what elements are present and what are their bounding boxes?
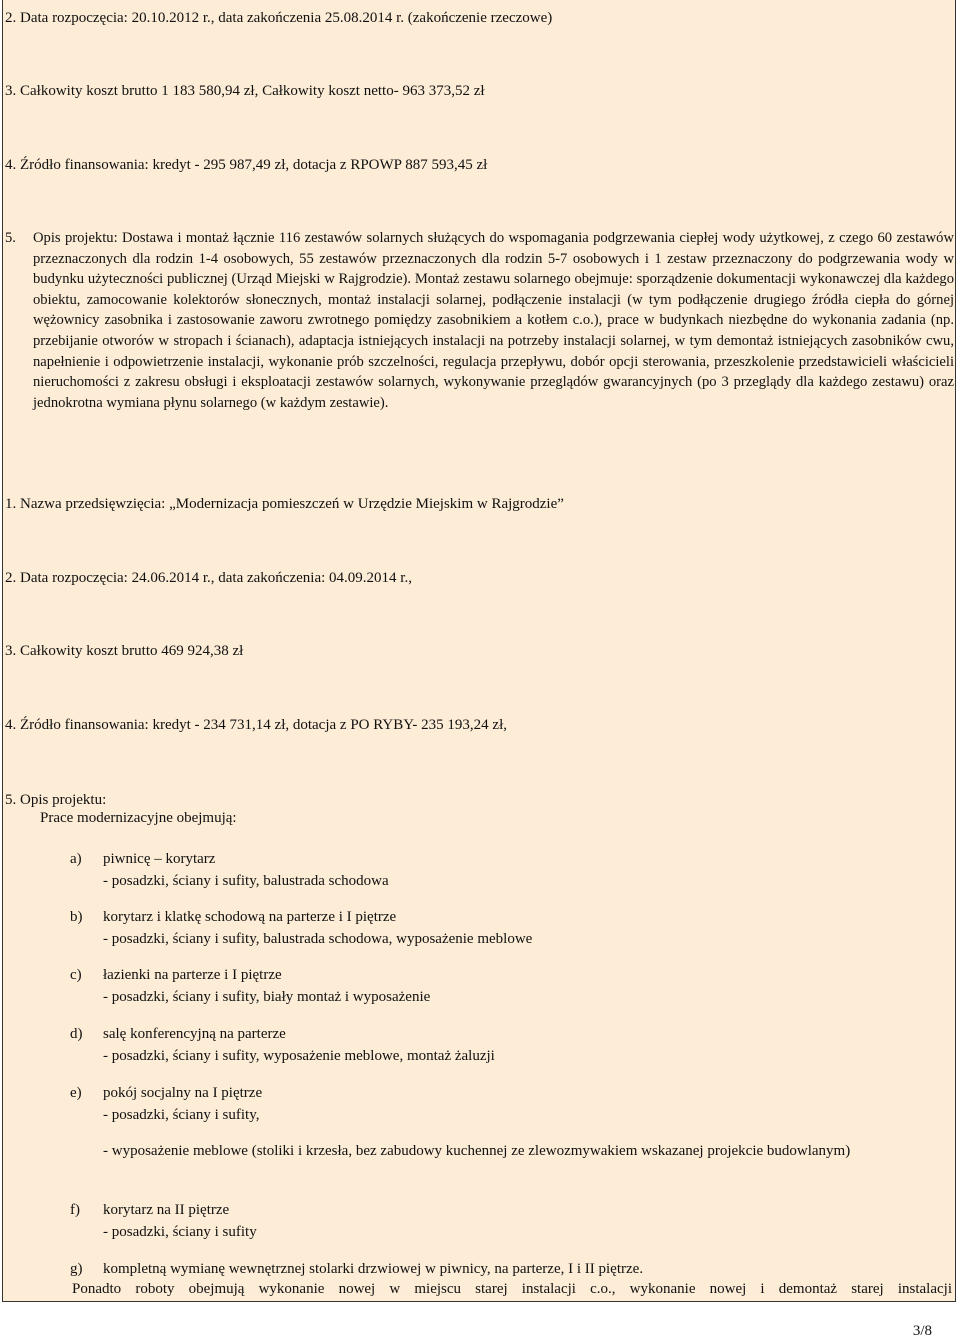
subitem-letter: g) bbox=[70, 1261, 83, 1277]
subitem-line2: - posadzki, ściany i sufity, biały montaż i wyposażenie bbox=[103, 988, 431, 1005]
s1-item5 bbox=[5, 228, 954, 413]
subitem-line2: - posadzki, ściany i sufity, bbox=[103, 1106, 260, 1123]
furniture-note-text: - wyposażenie meblowe (stoliki i krzesła, bez zabudowy kuchennej ze zlewozmywakiem wskazanej projekcie budowlanym) bbox=[103, 1143, 851, 1159]
furniture-note bbox=[5, 1141, 954, 1163]
subitem-line1: salę konferencyjną na parterze bbox=[103, 1026, 286, 1042]
subitem-line1: korytarz na II piętrze bbox=[103, 1202, 230, 1218]
s2-item5: 5. Opis projektu: bbox=[5, 792, 107, 808]
subitem-line2: - posadzki, ściany i sufity, balustrada schodowa, wyposażenie meblowe bbox=[103, 930, 533, 947]
s2-intro: Prace modernizacyjne obejmują: bbox=[40, 810, 237, 826]
s1-item4: 4. Źródło finansowania: kredyt - 295 987,49 zł, dotacja z RPOWP 887 593,45 zł bbox=[5, 157, 488, 173]
subitem-b bbox=[5, 907, 954, 950]
subitem-line1: piwnicę – korytarz bbox=[103, 851, 216, 867]
s1-item5-text: Opis projektu: Dostawa i montaż łącznie 116 zestawów solarnych służących do wspomagania podgrzewania ciepłej wody użytkowej, z czego 60 zestawów przeznaczonych dla rodzin 1-4 osobowych, 55 zestawów przeznaczonych dla rodzin 5-7 osobowych i 1 zestaw przeznaczony do podgrzewania wody w budynku użyteczności publicznej (Urząd Miejski w Rajgrodzie). Montaż zestawu solarnego obejmuje: sporządzenie dokumentacji wykonawczej dla każdego obiektu, zamocowanie kolektorów słonecznych, montaż instalacji solarnej, podłączenie instalacji (w tym podłączenie drugiego źródła ciepła do górnej wężownicy zasobnika i zastosowanie zaworu zwrotnego pomiędzy zasobnikiem a kotłem c.o.), prace w budynkach niezbędne do wykonania zadania (np. przebijanie otworów w stropach i ścianach), adaptacja istniejących instalacji na potrzeby instalacji solarnej, w tym demontaż istniejących zasobników cwu, napełnienie i odpowietrzenie instalacji, wykonanie prób szczelności, regulacja przepływu, dobór opcji sterowania, przeszkolenie przedstawicieli właścicieli nieruchomości z zakresu obsługi i eksploatacji zestawów solarnych, wykonywanie przeglądów gwarancyjnych (po 3 przeglądy dla każdego zestawu) oraz jednokrotna wymiana płynu solarnego (w każdym zestawie). bbox=[33, 230, 954, 411]
subitem-line2: - posadzki, ściany i sufity, balustrada schodowa bbox=[103, 872, 389, 889]
page-number: 3/8 bbox=[912, 1323, 932, 1339]
subitem-a bbox=[5, 849, 954, 892]
closing-text: Ponadto roboty obejmują wykonanie nowej w miejscu starej instalacji c.o., wykonanie nowej i demontaż starej instalacji bbox=[72, 1281, 952, 1297]
subitem-letter: e) bbox=[70, 1085, 82, 1101]
s1-item5-number: 5. bbox=[5, 230, 16, 246]
subitem-letter: f) bbox=[70, 1202, 80, 1218]
subitem-g bbox=[5, 1259, 954, 1281]
subitem-f bbox=[5, 1200, 954, 1243]
subitem-letter: c) bbox=[70, 967, 82, 983]
subitem-letter: b) bbox=[70, 909, 83, 925]
s2-item2: 2. Data rozpoczęcia: 24.06.2014 r., data zakończenia: 04.09.2014 r., bbox=[5, 570, 412, 586]
subitem-line2: - posadzki, ściany i sufity bbox=[103, 1223, 257, 1240]
subitem-line1: pokój socjalny na I piętrze bbox=[103, 1085, 263, 1101]
s2-item3: 3. Całkowity koszt brutto 469 924,38 zł bbox=[5, 643, 244, 659]
subitem-c bbox=[5, 965, 954, 1008]
subitem-line1: korytarz i klatkę schodową na parterze i I piętrze bbox=[103, 909, 397, 925]
s2-item4: 4. Źródło finansowania: kredyt - 234 731,14 zł, dotacja z PO RYBY- 235 193,24 zł, bbox=[5, 717, 508, 733]
subitem-line1: kompletną wymianę wewnętrznej stolarki drzwiowej w piwnicy, na parterze, I i II piętrze. bbox=[103, 1261, 644, 1277]
subitem-line2: - posadzki, ściany i sufity, wyposażenie meblowe, montaż żaluzji bbox=[103, 1047, 495, 1064]
s1-item2: 2. Data rozpoczęcia: 20.10.2012 r., data zakończenia 25.08.2014 r. (zakończenie rzeczowe) bbox=[5, 10, 553, 26]
subitem-letter: a) bbox=[70, 851, 82, 867]
s1-item3: 3. Całkowity koszt brutto 1 183 580,94 zł, Całkowity koszt netto- 963 373,52 zł bbox=[5, 83, 485, 99]
subitem-e bbox=[5, 1083, 954, 1126]
subitem-line1: łazienki na parterze i I piętrze bbox=[103, 967, 282, 983]
s2-item1: 1. Nazwa przedsięwzięcia: „Modernizacja pomieszczeń w Urzędzie Miejskim w Rajgrodzie” bbox=[5, 496, 564, 512]
subitem-d bbox=[5, 1024, 954, 1067]
subitem-letter: d) bbox=[70, 1026, 83, 1042]
